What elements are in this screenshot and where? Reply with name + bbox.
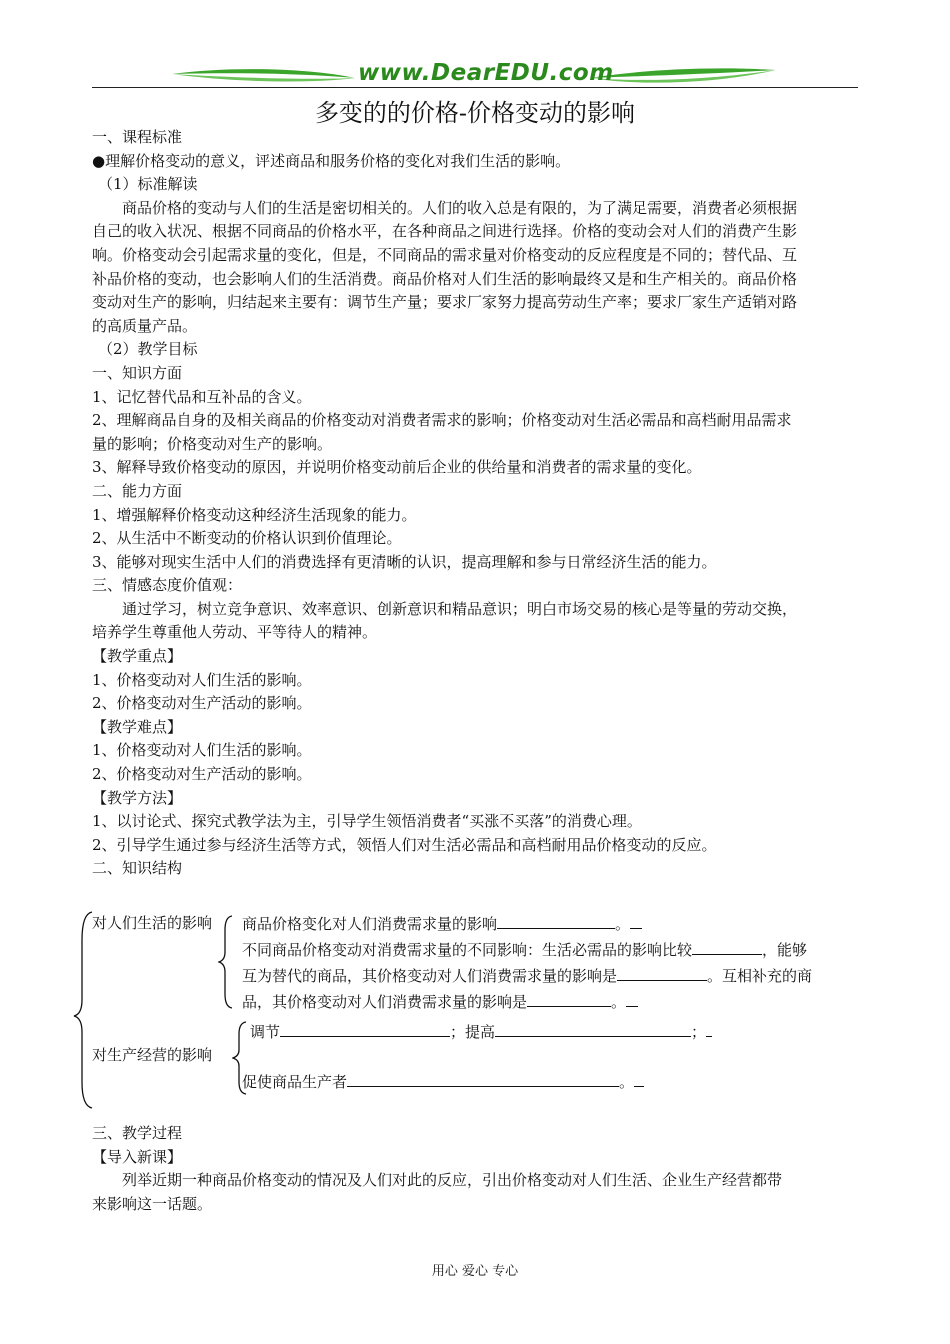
knowledge-structure-diagram: [72, 910, 872, 1110]
text-line: 2、引导学生通过参与经济生活等方式，领悟人们对生活必需品和高档耐用品价格变动的反应。: [92, 835, 717, 854]
life-brace-icon: [218, 914, 234, 1010]
life-line-4: 品，其价格变动对人们消费需求量的影响是 。: [242, 990, 638, 1014]
text-line: 一、知识方面: [92, 363, 183, 382]
text-line: 二、能力方面: [92, 481, 183, 500]
page-footer: 用心 爱心 专心: [431, 1264, 519, 1279]
text-line: （1）标准解读: [98, 175, 198, 194]
life-impact-label: 对人们生活的影响: [92, 914, 213, 932]
text-line: ●理解价格变动的意义，评述商品和服务价格的变化对我们生活的影响。: [92, 151, 571, 170]
header-divider: [92, 87, 858, 88]
text-line: 1、以讨论式、探究式教学法为主，引导学生领悟消费者“买涨不买落”的消费心理。: [92, 812, 642, 831]
text-line: 1、价格变动对人们生活的影响。: [92, 741, 312, 760]
text-line: 3、解释导致价格变动的原因，并说明价格变动前后企业的供给量和消费者的需求量的变化。: [92, 458, 702, 477]
text-line: 1、记忆替代品和互补品的含义。: [92, 387, 312, 406]
text-line: （2）教学目标: [98, 340, 198, 359]
text-line: 1、增强解释价格变动这种经济生活现象的能力。: [92, 505, 417, 524]
teaching-process-content: [92, 1122, 860, 1216]
production-impact-label: 对生产经营的影响: [92, 1046, 213, 1064]
text-line: 【教学方法】: [92, 788, 183, 807]
life-line-2: 不同商品价格变动对消费需求量的不同影响：生活必需品的影响比较 ，能够: [242, 938, 807, 962]
text-line: 二、知识结构: [92, 859, 183, 878]
page-title: 多变的的价格-价格变动的影响: [314, 99, 636, 127]
text-line: 2、价格变动对生产活动的影响。: [92, 694, 312, 713]
text-line: 来影响这一话题。: [92, 1194, 213, 1213]
outer-brace-icon: [72, 910, 94, 1110]
text-line: 响。价格变动会引起需求量的变化，但是，不同商品的需求量对价格变动的反应程度是不同的；替代品、互: [92, 245, 798, 264]
text-line: 补品价格的变动，也会影响人们的生活消费。商品价格对人们生活的影响最终又是和生产相关的。商品价格: [92, 269, 798, 288]
text-line: 的高质量产品。: [92, 316, 198, 335]
text-line: 【教学重点】: [92, 647, 183, 666]
text-line: 1、价格变动对人们生活的影响。: [92, 670, 312, 689]
text-line: 量的影响；价格变动对生产的影响。: [92, 434, 333, 453]
production-line-1: 调节 ；提高 ；: [250, 1020, 712, 1044]
site-logo-text[interactable]: www.DearEDU.com: [358, 60, 614, 86]
text-line: 2、价格变动对生产活动的影响。: [92, 765, 312, 784]
text-line: 2、从生活中不断变动的价格认识到价值理论。: [92, 529, 402, 548]
text-line: 培养学生尊重他人劳动、平等待人的精神。: [92, 623, 378, 642]
text-line: 自己的收入状况、根据不同商品的价格水平，在各种商品之间进行选择。价格的变动会对人们的消费产生影: [92, 222, 798, 241]
text-line: 列举近期一种商品价格变动的情况及人们对此的反应，引出价格变动对人们生活、企业生产经营都带: [122, 1171, 783, 1190]
production-line-2: 促使商品生产者 。: [242, 1070, 644, 1094]
text-line: 三、教学过程: [92, 1124, 183, 1142]
text-line: 一、课程标准: [92, 128, 183, 146]
text-line: 三、情感态度价值观：: [92, 576, 243, 595]
text-line: 变动对生产的影响，归结起来主要有：调节生产量；要求厂家努力提高劳动生产率；要求厂家生产适销对路: [92, 293, 798, 312]
text-line: 通过学习，树立竞争意识、效率意识、创新意识和精品意识；明白市场交易的核心是等量的劳动交换，: [122, 599, 798, 618]
life-line-3: 互为替代的商品，其价格变动对人们消费需求量的影响是 。互相补充的商: [242, 964, 812, 988]
text-line: 商品价格的变动与人们的生活是密切相关的。人们的收入总是有限的，为了满足需要，消费者必须根据: [122, 198, 798, 217]
text-line: 2、理解商品自身的及相关商品的价格变动对消费者需求的影响；价格变动对生活必需品和高档耐用品需求: [92, 411, 792, 430]
main-content: [92, 126, 860, 881]
text-line: 【教学难点】: [92, 717, 183, 736]
text-line: 【导入新课】: [92, 1147, 183, 1166]
text-line: 3、能够对现实生活中人们的消费选择有更清晰的认识，提高理解和参与日常经济生活的能力。: [92, 552, 717, 571]
life-line-1: 商品价格变化对人们消费需求量的影响 。: [242, 912, 642, 936]
